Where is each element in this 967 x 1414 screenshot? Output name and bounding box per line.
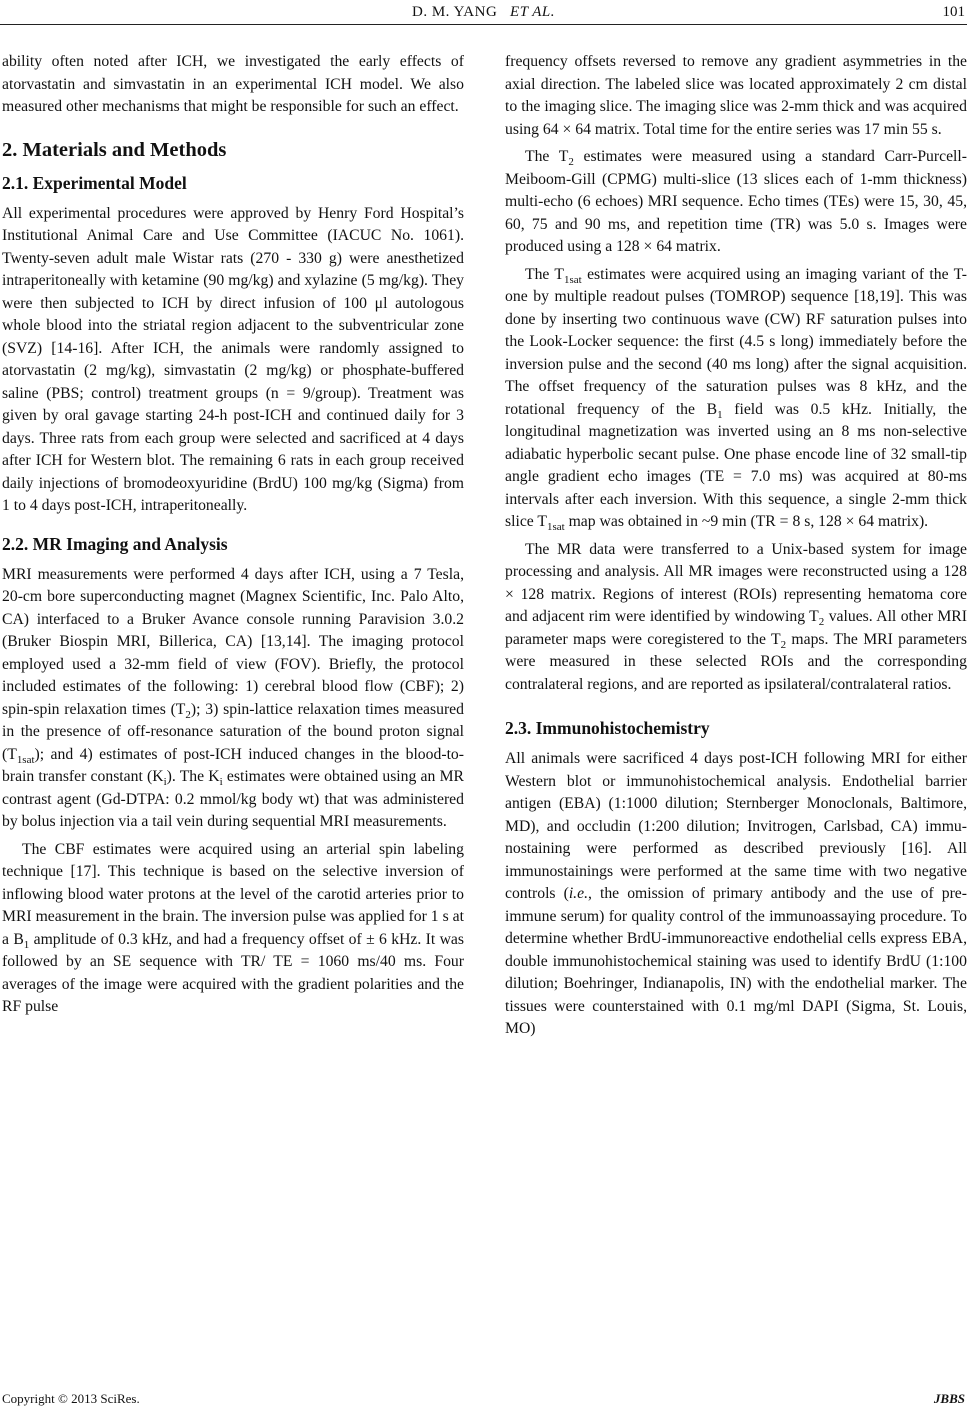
left-column (2, 51, 464, 1019)
subsection-heading-mr-imaging: 2.2. MR Imaging and Analysis (2, 533, 228, 554)
t1sat-estimates-paragraph: The $T_{1sat}$ estimates were acquired using an imaging variant of the T-one by multiple readout pulses (TOMROP) sequence [18,19]. This was done by inserting two continuous wave (CW) RF saturation pulses into the Look-Locker sequence: the first (4.5 s long) immediately before the inversion pulse and the second (40 ms long) after the signal acquisition. The offset frequency of the saturation pulses was 8 kHz, and the rotational frequency of the $B_1$ field was 0.5 kHz. Initially, the longitudinal magnetization was inverted using an 8 ms non-selective adiabatic hyperbolic secant pulse. One phase encode line of 32 small-tip angle gradient echo images (TE = 7.0 ms) was acquired at 80-ms intervals after each inversion. With this sequence, a single 2-mm thick slice $T_{1sat}$ map was obtained in ~9 min (TR = 8 s, 128 × 64 matrix). (505, 265, 967, 534)
mri-measurements-paragraph: MRI measurements were performed 4 days after ICH, using a 7 Tesla, 20-cm bore superconducting magnet (Magnex Scientific, Inc. Palo Alto, CA) interfaced to a Bruker Avance console running Paravision 3.0.2 (Bruker Biospin MRI, Billerica, CA) [13,14]. The imaging protocol employed used a 32-mm field of view (FOV). Briefly, the protocol included estimates of the following: 1) cerebral blood flow (CBF); 2) spin-spin relaxation times $(T_2)$; 3) spin-lattice relaxation times measured in the presence of off-resonance saturation of the bound proton signal $(T_{1sat})$; and 4) estimates of post-ICH induced changes in the blood-to-brain transfer constant $(K_i)$. The $K_i$ estimates were obtained using an MR contrast agent (Gd-DTPA: 0.2 mmol/kg body wt) that was administered by bolus injection via a tail vein during sequential MRI measurements. (2, 565, 464, 830)
copyright-notice: Copyright © 2013 SciRes. (2, 1391, 140, 1406)
page-footer (0, 1391, 967, 1409)
running-head-etal: ET AL. (510, 4, 555, 20)
cbf-continuation-paragraph: frequency offsets reversed to remove any gradient asymmetries in the axial direction. The labeled slice was located approximately 2 cm distal to the imaging slice. The imaging slice was 2-mm thick and was acquired using 64 × 64 matrix. Total time for the entire series was 17 min 55 s. (505, 53, 967, 138)
section-heading-materials-methods: 2. Materials and Methods (2, 138, 227, 161)
cbf-estimates-paragraph: The CBF estimates were acquired using an arterial spin labeling technique [17]. This technique is based on the selective inversion of inflowing blood water protons at the level of the carotid arteries prior to MRI measurement in the brain. The inversion pulse was applied for 1 s at a $B_1$ amplitude of 0.3 kHz, and had a frequency offset of ± 6 kHz. It was followed by an SE sequence with TR/ TE = 1060 ms/40 ms. Four averages of the image were acquired with the gradient polarities and the RF pulse (2, 840, 464, 1015)
page-number: 101 (942, 4, 965, 20)
intro-continuation-paragraph: ability often noted after ICH, we investigated the early effects of atorvastatin and simvastatin in an experimental ICH model. We also measured other mechanisms that might be responsible for such an effect. (2, 53, 464, 115)
running-head-author: D. M. YANG (412, 4, 498, 20)
experimental-model-paragraph: All experimental procedures were approved by Henry Ford Hospital’s Institutional Animal Care and Use Committee (IACUC No. 1061). Twenty-seven adult male Wistar rats (270 - 330 g) were anesthetized intraperitoneally with ketamine (90 mg/kg) and xylazine (5 mg/kg). They were then subjected to ICH by direct infusion of 100 μl autologous whole blood into the striatal region adjacent to the subventricular zone (SVZ) [14-16]. After ICH, the animals were randomly assigned to atorvastatin (2 mg/kg), simvastatin (2 mg/kg) or phosphate-buffered saline (PBS; control) treatment groups (n = 9/group). Treatment was given by oral gavage starting 24-h post-ICH and continued daily for 3 days. Three rats from each group were selected and sacrificed at 4 days after ICH for Western blot. The remaining 6 rats in each group received daily injections of bromodeoxyuridine (BrdU) 100 mg/kg (Sigma) from 1 to 4 days post-ICH, intraperitoneally. (2, 204, 464, 514)
subsection-heading-immunohistochemistry: 2.3. Immunohistochemistry (505, 718, 710, 738)
immunohistochemistry-paragraph: All animals were sacrificed 4 days post-ICH following MRI for either Western blot or immunohistochemical analysis. Endothelial barrier antigen (EBA) (1:1000 dilution; Sternberger Monoclonals, Baltimore, MD), and occludin (1:200 dilution; Invitrogen, Carlsbad, CA) immunostaining were performed as described previously [16]. All immunostainings were performed at the same time with two negative controls (i.e., the omission of primary antibody and the use of pre-immune serum) for quality control of the immunoassaying procedure. To determine whether BrdU-immunoreactive endothelial cells express EBA, double immunohistochemical staining was used to identify BrdU (1:100 dilution; Boehringer, Indianapolis, IN) with the endothelial marker. The tissues were counterstained with 0.1 mg/ml DAPI (Sigma, St. Louis, MO) (505, 750, 967, 1037)
journal-abbreviation: JBBS (933, 1391, 965, 1406)
subsection-heading-experimental-model: 2.1. Experimental Model (2, 172, 187, 193)
right-column (505, 51, 967, 1041)
page-header (0, 2, 967, 25)
t2-estimates-paragraph: The $T_2$ estimates were measured using a standard Carr-Purcell-Meiboom-Gill (CPMG) multi-slice (13 slices each of 1-mm thickness) multi-echo (6 echoes) MRI sequence. Echo times (TEs) were 15, 30, 45, 60, 75 and 90 ms, and repetition time (TR) was 5.0 s. Images were produced using a 128 × 64 matrix. (505, 148, 967, 255)
running-head (0, 4, 967, 21)
mr-data-processing-paragraph: The MR data were transferred to a Unix-based system for image processing and analysis. All MR images were reconstructed using a 128 × 128 matrix. Regions of interest (ROIs) representing hematoma core and adjacent rim were identified by windowing $T_2$ values. All other MRI parameter maps were coregistered to the $T_2$ maps. The MRI parameters were measured in these selected ROIs and the corresponding contralateral regions, and are reported as ipsilateral/contralateral ratios. (505, 540, 967, 693)
